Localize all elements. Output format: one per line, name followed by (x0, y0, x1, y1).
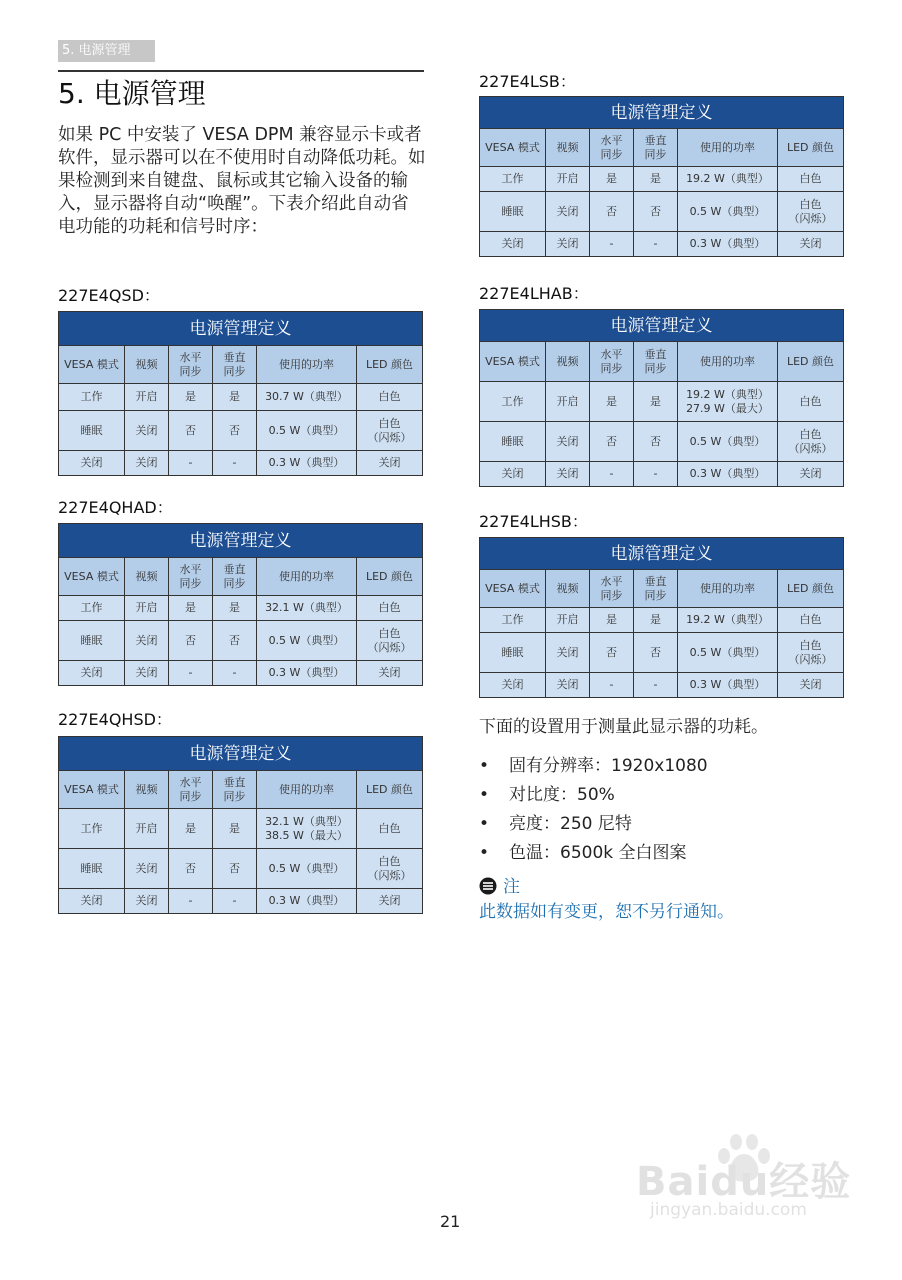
column-header: VESA 模式 (480, 342, 546, 382)
table-cell: 开启 (546, 608, 590, 633)
table-cell: 关闭 (480, 232, 546, 257)
table-row (59, 596, 423, 621)
table-cell: 关闭 (480, 673, 546, 698)
column-header: 使用的功率 (257, 346, 357, 384)
column-header: 水平 同步 (590, 129, 634, 167)
table-cell: 关闭 (125, 849, 169, 889)
table-cell: 白色 (357, 596, 423, 621)
table-cell: 0.3 W（典型） (257, 451, 357, 476)
table-cell: 0.3 W（典型） (678, 232, 778, 257)
power-table (58, 736, 423, 914)
table-cell: 白色 （闪烁） (778, 633, 844, 673)
table-cell: 白色 (778, 382, 844, 422)
intro-paragraph: 如果 PC 中安装了 VESA DPM 兼容显示卡或者软件，显示器可以在不使用时自动降低功耗。如果检测到来自键盘、鼠标或其它输入设备的输入，显示器将自动“唤醒”。下表介绍此自动省电功能的功耗和信号时序： (58, 125, 426, 237)
table-cell: 是 (213, 384, 257, 411)
table-cell: 白色 （闪烁） (778, 422, 844, 462)
table-title: 电源管理定义 (480, 538, 844, 570)
table-cell: 32.1 W（典型） 38.5 W（最大） (257, 809, 357, 849)
table-cell: 关闭 (546, 673, 590, 698)
table-cell: 关闭 (546, 232, 590, 257)
table-cell: 0.5 W（典型） (257, 621, 357, 661)
column-header: LED 颜色 (357, 558, 423, 596)
bullet-icon: • (479, 785, 490, 805)
table-title-row (59, 312, 423, 346)
table-cell: 是 (590, 167, 634, 192)
column-header: 视频 (546, 570, 590, 608)
table-cell: 睡眠 (59, 849, 125, 889)
table-cell: 关闭 (125, 411, 169, 451)
power-table (58, 523, 423, 686)
column-header: 视频 (125, 346, 169, 384)
section-title: 5. 电源管理 (58, 77, 206, 110)
table-cell: 工作 (59, 384, 125, 411)
column-header: 视频 (546, 342, 590, 382)
table-cell: 是 (169, 384, 213, 411)
table-cell: 工作 (59, 809, 125, 849)
table-cell: 0.5 W（典型） (257, 849, 357, 889)
column-header: LED 颜色 (778, 342, 844, 382)
settings-list (479, 752, 859, 868)
column-header: LED 颜色 (357, 771, 423, 809)
table-cell: 是 (590, 608, 634, 633)
column-header: 水平 同步 (590, 342, 634, 382)
table-cell: 是 (169, 596, 213, 621)
table-cell: 关闭 (125, 621, 169, 661)
table-cell: 工作 (480, 382, 546, 422)
column-header: 垂直 同步 (634, 129, 678, 167)
column-header: LED 颜色 (778, 129, 844, 167)
column-header: 使用的功率 (257, 558, 357, 596)
list-item: • 对比度：50% (479, 781, 859, 810)
table-row (59, 809, 423, 849)
column-header: 水平 同步 (169, 346, 213, 384)
table-cell: 关闭 (778, 673, 844, 698)
table-cell: 睡眠 (59, 621, 125, 661)
column-header: VESA 模式 (480, 129, 546, 167)
table-cell: 0.3 W（典型） (257, 661, 357, 686)
column-header: 垂直 同步 (634, 570, 678, 608)
table-cell: 0.3 W（典型） (678, 673, 778, 698)
list-item: • 亮度：250 尼特 (479, 810, 859, 839)
column-header: VESA 模式 (59, 771, 125, 809)
table-cell: 否 (590, 192, 634, 232)
table-cell: 关闭 (778, 232, 844, 257)
table-cell: 否 (634, 633, 678, 673)
table-cell: 否 (634, 192, 678, 232)
table-row (59, 849, 423, 889)
power-table (479, 309, 844, 487)
column-header-row (59, 346, 423, 384)
column-header-row (480, 570, 844, 608)
table-row (59, 661, 423, 686)
table-cell: 白色 (357, 384, 423, 411)
measurement-text: 下面的设置用于测量此显示器的功耗。 (479, 717, 768, 737)
power-table (479, 537, 844, 698)
table-row (480, 462, 844, 487)
table-cell: 是 (634, 382, 678, 422)
column-header: 垂直 同步 (213, 771, 257, 809)
table-cell: 白色 (357, 809, 423, 849)
model-label: 227E4LHAB： (479, 284, 589, 303)
table-title-row (59, 524, 423, 558)
table-cell: 0.5 W（典型） (678, 633, 778, 673)
watermark-url: jingyan.baidu.com (650, 1200, 807, 1220)
table-row (480, 167, 844, 192)
table-row (480, 232, 844, 257)
table-cell: 白色 （闪烁） (357, 411, 423, 451)
table-cell: 开启 (546, 167, 590, 192)
table-title: 电源管理定义 (59, 312, 423, 346)
table-row (59, 384, 423, 411)
column-header: 使用的功率 (678, 129, 778, 167)
table-cell: 30.7 W（典型） (257, 384, 357, 411)
column-header: 使用的功率 (678, 342, 778, 382)
model-label: 227E4QHAD： (58, 498, 173, 517)
table-cell: 否 (213, 621, 257, 661)
table-title: 电源管理定义 (480, 310, 844, 342)
page-number: 21 (440, 1212, 461, 1231)
table-cell: 关闭 (125, 889, 169, 914)
table-cell: 0.5 W（典型） (678, 422, 778, 462)
model-label: 227E4LHSB： (479, 512, 588, 531)
table-cell: 白色 (778, 608, 844, 633)
table-row (480, 608, 844, 633)
table-cell: 是 (634, 167, 678, 192)
table-cell: 32.1 W（典型） (257, 596, 357, 621)
table-cell: - (213, 889, 257, 914)
table-cell: 否 (213, 411, 257, 451)
table-cell: 否 (590, 422, 634, 462)
table-cell: 睡眠 (480, 633, 546, 673)
bullet-icon: • (479, 843, 490, 863)
table-row (480, 422, 844, 462)
table-cell: 否 (169, 849, 213, 889)
power-table (58, 311, 423, 476)
table-cell: 工作 (480, 167, 546, 192)
table-cell: 是 (590, 382, 634, 422)
table-cell: 关闭 (546, 422, 590, 462)
column-header: VESA 模式 (59, 346, 125, 384)
table-cell: 0.3 W（典型） (678, 462, 778, 487)
table-title-row (480, 310, 844, 342)
list-item: • 色温：6500k 全白图案 (479, 839, 859, 868)
note-heading (479, 876, 520, 898)
table-row (480, 673, 844, 698)
table-cell: 开启 (546, 382, 590, 422)
table-row (480, 382, 844, 422)
table-cell: - (634, 462, 678, 487)
table-cell: - (213, 661, 257, 686)
table-cell: 否 (590, 633, 634, 673)
table-cell: 0.5 W（典型） (257, 411, 357, 451)
table-cell: 19.2 W（典型） 27.9 W（最大） (678, 382, 778, 422)
column-header-row (480, 342, 844, 382)
table-cell: 否 (169, 621, 213, 661)
column-header: 视频 (125, 771, 169, 809)
column-header: 视频 (125, 558, 169, 596)
column-header: LED 颜色 (357, 346, 423, 384)
column-header: 垂直 同步 (634, 342, 678, 382)
column-header-row (59, 771, 423, 809)
table-cell: 是 (213, 809, 257, 849)
table-row (59, 411, 423, 451)
column-header: 水平 同步 (169, 558, 213, 596)
model-label: 227E4QHSD： (58, 710, 172, 729)
table-cell: 关闭 (546, 192, 590, 232)
column-header: 视频 (546, 129, 590, 167)
table-row (480, 192, 844, 232)
table-cell: - (213, 451, 257, 476)
table-cell: 白色 (778, 167, 844, 192)
table-cell: 是 (213, 596, 257, 621)
table-cell: 关闭 (480, 462, 546, 487)
table-cell: - (169, 889, 213, 914)
table-cell: 关闭 (357, 451, 423, 476)
table-cell: 睡眠 (480, 422, 546, 462)
table-cell: 关闭 (357, 661, 423, 686)
table-cell: 关闭 (59, 451, 125, 476)
table-cell: - (634, 232, 678, 257)
table-cell: 开启 (125, 384, 169, 411)
table-cell: - (169, 451, 213, 476)
table-row (59, 889, 423, 914)
table-cell: - (590, 673, 634, 698)
table-cell: 否 (634, 422, 678, 462)
column-header: 使用的功率 (678, 570, 778, 608)
table-cell: 白色 （闪烁） (778, 192, 844, 232)
table-cell: - (590, 462, 634, 487)
table-cell: 睡眠 (480, 192, 546, 232)
table-cell: 关闭 (778, 462, 844, 487)
table-cell: - (590, 232, 634, 257)
table-cell: 开启 (125, 596, 169, 621)
baidu-watermark (636, 1142, 856, 1224)
table-cell: 关闭 (125, 451, 169, 476)
table-cell: 关闭 (546, 633, 590, 673)
table-row (59, 451, 423, 476)
table-title-row (480, 538, 844, 570)
column-header: 垂直 同步 (213, 558, 257, 596)
note-text: 此数据如有变更，恕不另行通知。 (479, 902, 734, 922)
bullet-icon: • (479, 756, 490, 776)
column-header: 水平 同步 (590, 570, 634, 608)
table-cell: 关闭 (125, 661, 169, 686)
table-cell: 是 (634, 608, 678, 633)
table-cell: 白色 （闪烁） (357, 621, 423, 661)
table-cell: 否 (169, 411, 213, 451)
table-cell: 白色 （闪烁） (357, 849, 423, 889)
table-title: 电源管理定义 (59, 737, 423, 771)
table-title-row (480, 97, 844, 129)
column-header: 垂直 同步 (213, 346, 257, 384)
table-row (480, 633, 844, 673)
table-cell: 否 (213, 849, 257, 889)
table-cell: 19.2 W（典型） (678, 167, 778, 192)
table-cell: 工作 (59, 596, 125, 621)
table-cell: 睡眠 (59, 411, 125, 451)
table-title: 电源管理定义 (59, 524, 423, 558)
table-title: 电源管理定义 (480, 97, 844, 129)
table-cell: 0.3 W（典型） (257, 889, 357, 914)
table-cell: 是 (169, 809, 213, 849)
bullet-icon: • (479, 814, 490, 834)
running-header-tab: 5. 电源管理 (58, 40, 155, 62)
column-header: 水平 同步 (169, 771, 213, 809)
power-table (479, 96, 844, 257)
header-divider (58, 70, 424, 72)
model-label: 227E4QSD： (58, 286, 160, 305)
note-icon (479, 877, 497, 895)
model-label: 227E4LSB： (479, 72, 576, 91)
note-label: 注 (503, 877, 520, 897)
table-cell: 关闭 (59, 889, 125, 914)
watermark-logo-text: Baidu经验 (636, 1159, 852, 1205)
table-cell: - (169, 661, 213, 686)
column-header: VESA 模式 (59, 558, 125, 596)
column-header: VESA 模式 (480, 570, 546, 608)
column-header: LED 颜色 (778, 570, 844, 608)
column-header-row (480, 129, 844, 167)
list-item: • 固有分辨率：1920x1080 (479, 752, 859, 781)
table-cell: 开启 (125, 809, 169, 849)
table-cell: 19.2 W（典型） (678, 608, 778, 633)
column-header: 使用的功率 (257, 771, 357, 809)
table-cell: 0.5 W（典型） (678, 192, 778, 232)
column-header-row (59, 558, 423, 596)
table-title-row (59, 737, 423, 771)
table-cell: 关闭 (546, 462, 590, 487)
table-cell: - (634, 673, 678, 698)
table-cell: 工作 (480, 608, 546, 633)
table-cell: 关闭 (59, 661, 125, 686)
table-row (59, 621, 423, 661)
table-cell: 关闭 (357, 889, 423, 914)
